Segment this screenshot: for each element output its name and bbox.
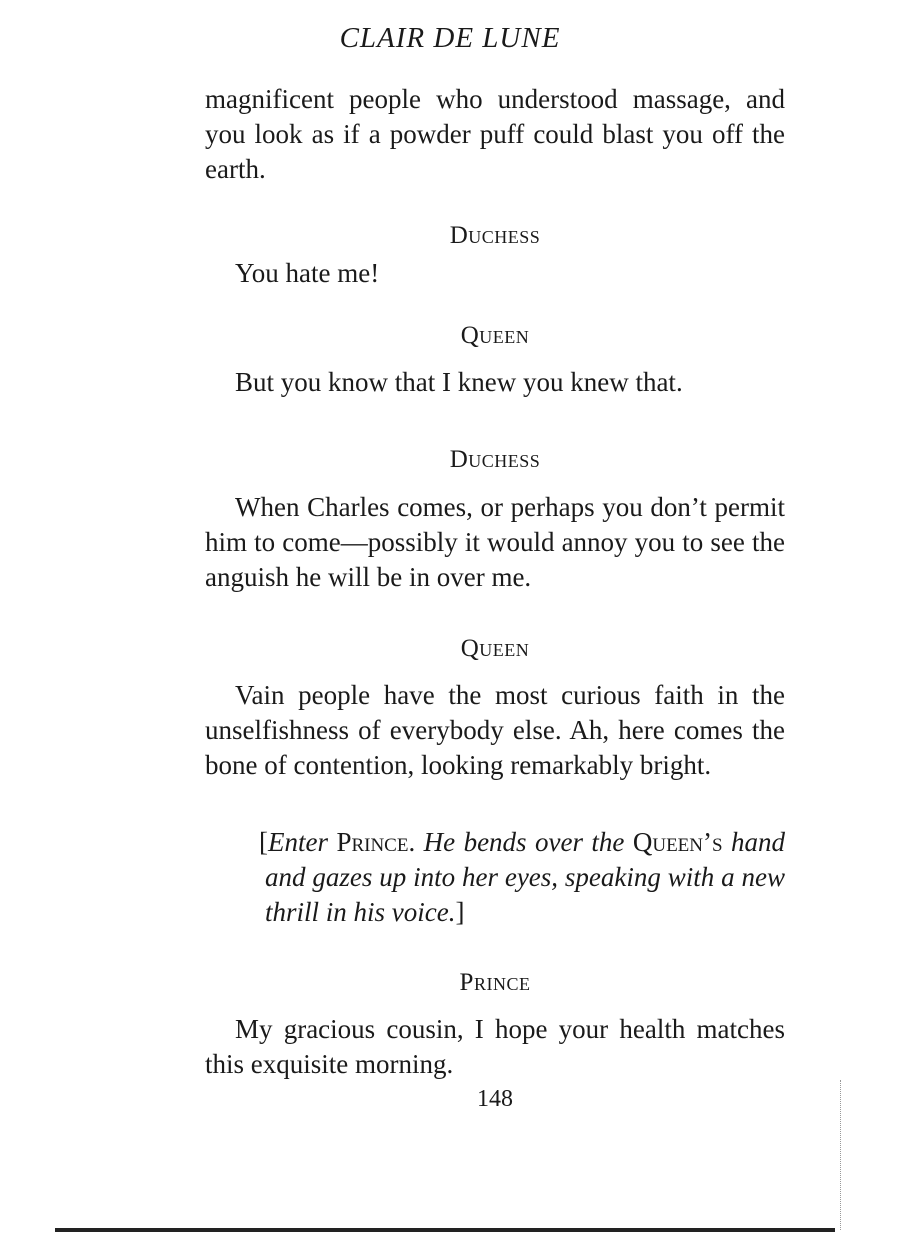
- stage-open-bracket: [: [259, 827, 268, 857]
- speech-duchess-2: When Charles comes, or perhaps you don’t permit him to come—possibly it would annoy you to see the anguish he will be in over me.: [205, 492, 785, 592]
- speaker-duchess-2: Duchess: [449, 446, 541, 473]
- speaker-queen-2: Queen: [460, 635, 530, 662]
- speaker-duchess-1: Duchess: [449, 222, 541, 249]
- continuation-paragraph: magnificent people who understood massage, and you look as if a powder puff could blast you off the earth.: [205, 84, 785, 184]
- speech-duchess-1: You hate me!: [235, 258, 380, 288]
- stage-close-bracket: ]: [455, 897, 465, 927]
- stage-text-1: He bends over the: [423, 827, 625, 857]
- stage-direction: [259, 825, 785, 930]
- speech-queen-2: Vain people have the most curious faith in the unselfishness of everybody else. Ah, here comes the bone of contention, looking remarkably bright.: [205, 680, 785, 780]
- scan-edge-marks: [840, 1080, 847, 1230]
- stage-queen-name: Queen’s: [632, 827, 723, 857]
- bottom-rule: [55, 1228, 835, 1232]
- speaker-queen-1: Queen: [460, 322, 530, 349]
- page-number: 148: [477, 1086, 513, 1112]
- stage-enter: Enter: [268, 827, 328, 857]
- stage-text-2: hand and gazes up into her eyes, speaking with a new thrill in his voice.: [265, 827, 785, 927]
- stage-prince-name: Prince.: [336, 827, 416, 857]
- speech-prince: My gracious cousin, I hope your health matches this exquisite morning.: [205, 1014, 785, 1079]
- speech-queen-1: But you know that I knew you knew that.: [235, 367, 683, 397]
- running-head: CLAIR DE LUNE: [339, 22, 561, 54]
- speaker-prince: Prince: [459, 969, 531, 996]
